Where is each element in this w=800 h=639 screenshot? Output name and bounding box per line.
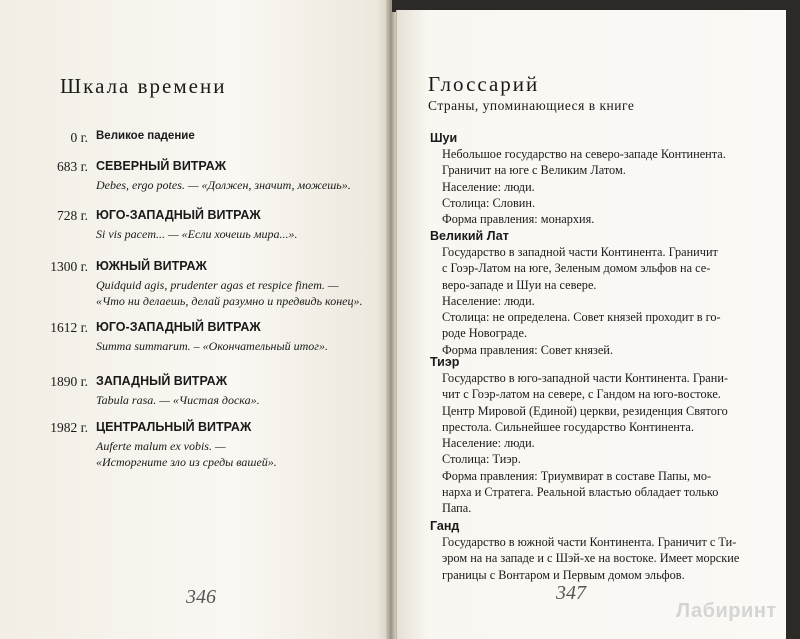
glossary-entry xyxy=(430,228,770,358)
timeline-event: Великое падение xyxy=(96,130,195,142)
timeline-quote-line: Auferte malum ex vobis. — xyxy=(96,439,226,453)
timeline-year: 683 г. xyxy=(56,159,88,174)
glossary-entry-line: Население: люди. xyxy=(442,179,535,194)
timeline-quote-line: Tabula rasa. — «Чистая доска». xyxy=(96,393,260,407)
timeline-quote xyxy=(96,392,260,408)
glossary-entry-line: Государство в юго-западной части Континента. Грани- xyxy=(442,371,729,385)
publisher-watermark: Лабиринт xyxy=(676,600,777,622)
glossary-entry-line: с Гоэр-Латом на юге, Зеленым домом эльфов на се- xyxy=(442,261,711,276)
glossary-entry-line: Форма правления: монархия. xyxy=(442,212,595,227)
glossary-entry-line: Небольшое государство на северо-западе Континента. xyxy=(442,147,726,161)
glossary-entry xyxy=(430,518,770,583)
timeline-event: ЮГО-ЗАПАДНЫЙ ВИТРАЖ xyxy=(96,208,261,222)
glossary-entry-line: Государство в южной части Континента. Граничит с Ти- xyxy=(442,535,737,549)
glossary-entry-name: Ганд xyxy=(430,519,460,533)
timeline-year: 1612 г. xyxy=(50,320,88,335)
timeline-event: ЗАПАДНЫЙ ВИТРАЖ xyxy=(96,374,228,388)
page-number-right: 347 xyxy=(556,582,586,604)
timeline-quote xyxy=(96,338,328,354)
timeline-event: СЕВЕРНЫЙ ВИТРАЖ xyxy=(96,159,226,173)
timeline-quote-line: «Исторгните зло из среды вашей». xyxy=(96,455,277,469)
timeline-quote xyxy=(96,226,298,242)
glossary-entry-line: Столица: не определена. Совет князей проходит в го- xyxy=(442,310,721,325)
book-cover-edge-right xyxy=(786,0,800,639)
timeline-year: 728 г. xyxy=(56,208,88,223)
glossary-entry-line: Население: люди. xyxy=(442,293,535,308)
glossary-entry-line: нарха и Стратега. Реальной властью обладает только xyxy=(442,485,719,500)
glossary-entry-line: веро-западе и Шуи на севере. xyxy=(442,277,597,292)
glossary-entry-line: престола. Сильнейшее государство Континента. xyxy=(442,419,694,434)
timeline-year: 0 г. xyxy=(70,130,88,145)
glossary-entry-name: Великий Лат xyxy=(430,229,509,243)
timeline-year: 1982 г. xyxy=(50,420,88,435)
book-gutter xyxy=(386,0,396,639)
timeline-year: 1890 г. xyxy=(50,374,88,389)
glossary-entry-line: Граничит на юге с Великим Латом. xyxy=(442,163,626,178)
glossary-entry xyxy=(430,354,770,517)
timeline-event: ЦЕНТРАЛЬНЫЙ ВИТРАЖ xyxy=(96,420,252,434)
glossary-entry-name: Шуи xyxy=(430,131,458,145)
timeline-year: 1300 г. xyxy=(50,259,88,274)
glossary-entry-name: Тиэр xyxy=(430,355,460,369)
glossary-entry-line: Папа. xyxy=(442,501,472,516)
glossary-entry-line: границы с Вонтаром и Первым домом эльфов. xyxy=(442,567,685,582)
glossary-entry-line: эром на на западе и с Шэй-хе на востоке. Имеет морские xyxy=(442,551,740,566)
timeline-quote-line: Summa summarum. – «Окончательный итог». xyxy=(96,339,328,353)
timeline-quote-line: «Что ни делаешь, делай разумно и предвидь конец». xyxy=(96,294,363,308)
glossary-entry-line: Столица: Словин. xyxy=(442,195,536,210)
glossary-entry-line: Столица: Тиэр. xyxy=(442,452,521,467)
timeline-quote-line: Debes, ergo potes. — «Должен, значит, можешь». xyxy=(96,178,351,192)
glossary-entry-line: чит с Гоэр-латом на севере, с Гандом на юго-востоке. xyxy=(442,387,721,402)
glossary-entry-line: Форма правления: Совет князей. xyxy=(442,342,613,357)
glossary-entry-line: Государство в западной части Континента. Граничит xyxy=(442,245,718,259)
glossary-entry xyxy=(430,130,770,227)
timeline-quote-line: Quidquid agis, prudenter agas et respice finem. — xyxy=(96,278,339,292)
page-number-left: 346 xyxy=(186,586,216,608)
timeline-event: ЮЖНЫЙ ВИТРАЖ xyxy=(96,259,207,273)
glossary-entry-line: Население: люди. xyxy=(442,436,535,451)
timeline-quote xyxy=(96,277,363,309)
timeline-event: ЮГО-ЗАПАДНЫЙ ВИТРАЖ xyxy=(96,320,261,334)
timeline-quote xyxy=(96,438,277,470)
glossary-title: Глоссарий xyxy=(428,72,540,96)
glossary-entry-line: Форма правления: Триумвират в составе Папы, мо- xyxy=(442,468,712,483)
glossary-subtitle: Страны, упоминающиеся в книге xyxy=(428,98,635,113)
timeline-quote xyxy=(96,177,351,193)
timeline-quote-line: Si vis pacem... — «Если хочешь мира...». xyxy=(96,227,298,241)
timeline-title: Шкала времени xyxy=(60,74,227,98)
glossary-entry-line: роде Новограде. xyxy=(442,326,528,341)
glossary-entry-line: Центр Мировой (Единой) церкви, резиденция Святого xyxy=(442,403,728,418)
